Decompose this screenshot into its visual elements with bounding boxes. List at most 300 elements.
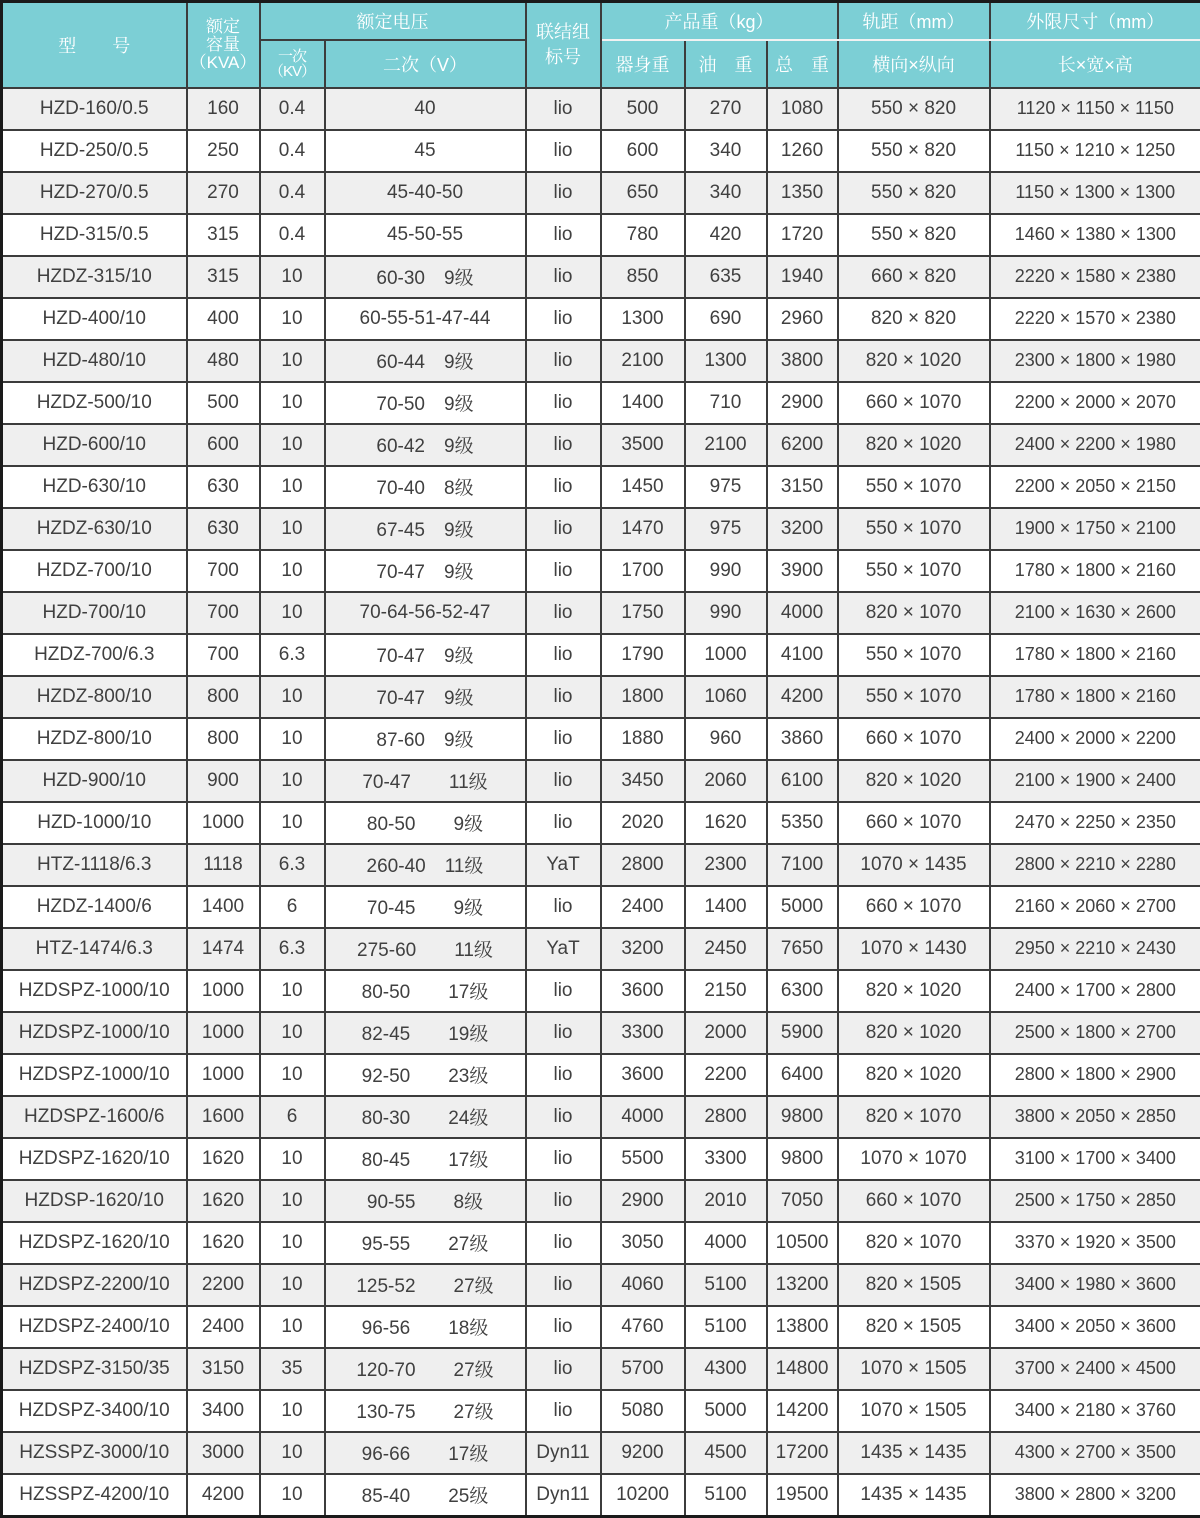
cell-secondary-voltage: 92-50 23级 [325, 1054, 526, 1096]
cell-model: HZDSPZ-1620/10 [2, 1138, 187, 1180]
cell-primary-voltage: 10 [260, 466, 325, 508]
header-oil-weight: 油 重 [685, 40, 767, 88]
cell-oil-weight: 420 [685, 214, 767, 256]
cell-secondary-voltage: 125-52 27级 [325, 1264, 526, 1306]
cell-body-weight: 3450 [601, 760, 685, 802]
cell-model: HZDZ-500/10 [2, 382, 187, 424]
cell-model: HZDZ-800/10 [2, 676, 187, 718]
cell-total-weight: 7050 [767, 1180, 838, 1222]
cell-connection: lio [526, 1096, 601, 1138]
cell-secondary-voltage: 120-70 27级 [325, 1348, 526, 1390]
cell-primary-voltage: 10 [260, 970, 325, 1012]
cell-oil-weight: 2200 [685, 1054, 767, 1096]
cell-oil-weight: 5100 [685, 1306, 767, 1348]
cell-capacity: 1000 [187, 1012, 260, 1054]
cell-model: HZDSPZ-1000/10 [2, 1054, 187, 1096]
cell-oil-weight: 340 [685, 130, 767, 172]
cell-dimensions: 2400 × 2200 × 1980 [990, 424, 1200, 466]
cell-rail-gauge: 820 × 1070 [838, 1222, 990, 1264]
cell-oil-weight: 2450 [685, 928, 767, 970]
cell-model: HZD-630/10 [2, 466, 187, 508]
header-total-weight: 总 重 [767, 40, 838, 88]
cell-capacity: 3000 [187, 1432, 260, 1474]
cell-rail-gauge: 550 × 1070 [838, 634, 990, 676]
cell-total-weight: 17200 [767, 1432, 838, 1474]
cell-primary-voltage: 0.4 [260, 172, 325, 214]
cell-dimensions: 2800 × 2210 × 2280 [990, 844, 1200, 886]
cell-dimensions: 3400 × 1980 × 3600 [990, 1264, 1200, 1306]
cell-oil-weight: 710 [685, 382, 767, 424]
cell-body-weight: 1790 [601, 634, 685, 676]
cell-capacity: 250 [187, 130, 260, 172]
cell-model: HZDSPZ-2200/10 [2, 1264, 187, 1306]
cell-primary-voltage: 10 [260, 382, 325, 424]
cell-capacity: 160 [187, 88, 260, 130]
cell-secondary-voltage: 70-45 9级 [325, 886, 526, 928]
cell-primary-voltage: 10 [260, 1390, 325, 1432]
cell-capacity: 2400 [187, 1306, 260, 1348]
cell-primary-voltage: 10 [260, 592, 325, 634]
cell-capacity: 315 [187, 256, 260, 298]
header-rail-gauge-group: 轨距（mm） [838, 2, 990, 40]
table-row [2, 424, 1200, 466]
cell-oil-weight: 1300 [685, 340, 767, 382]
cell-dimensions: 2220 × 1570 × 2380 [990, 298, 1200, 340]
cell-capacity: 3150 [187, 1348, 260, 1390]
cell-secondary-voltage: 80-30 24级 [325, 1096, 526, 1138]
cell-total-weight: 5350 [767, 802, 838, 844]
cell-connection: lio [526, 256, 601, 298]
cell-secondary-voltage: 80-50 17级 [325, 970, 526, 1012]
cell-connection: YaT [526, 928, 601, 970]
cell-oil-weight: 5100 [685, 1474, 767, 1517]
cell-connection: lio [526, 760, 601, 802]
header-primary-voltage [260, 40, 325, 88]
cell-secondary-voltage: 45-40-50 [325, 172, 526, 214]
cell-dimensions: 1780 × 1800 × 2160 [990, 550, 1200, 592]
cell-total-weight: 1260 [767, 130, 838, 172]
cell-oil-weight: 4300 [685, 1348, 767, 1390]
cell-rail-gauge: 550 × 1070 [838, 508, 990, 550]
cell-total-weight: 6400 [767, 1054, 838, 1096]
cell-capacity: 1600 [187, 1096, 260, 1138]
cell-total-weight: 5900 [767, 1012, 838, 1054]
cell-connection: lio [526, 634, 601, 676]
table-row [2, 214, 1200, 256]
cell-model: HZDSPZ-3400/10 [2, 1390, 187, 1432]
cell-rail-gauge: 820 × 1020 [838, 760, 990, 802]
cell-model: HZDZ-700/10 [2, 550, 187, 592]
cell-body-weight: 2800 [601, 844, 685, 886]
header-secondary-voltage: 二次（V） [325, 40, 526, 88]
cell-oil-weight: 690 [685, 298, 767, 340]
cell-model: HZDZ-630/10 [2, 508, 187, 550]
cell-capacity: 630 [187, 466, 260, 508]
table-row [2, 466, 1200, 508]
cell-total-weight: 4100 [767, 634, 838, 676]
cell-connection: lio [526, 382, 601, 424]
cell-rail-gauge: 660 × 1070 [838, 1180, 990, 1222]
cell-capacity: 700 [187, 550, 260, 592]
cell-oil-weight: 1000 [685, 634, 767, 676]
cell-rail-gauge: 1070 × 1070 [838, 1138, 990, 1180]
table-row [2, 298, 1200, 340]
cell-oil-weight: 1060 [685, 676, 767, 718]
cell-oil-weight: 340 [685, 172, 767, 214]
cell-rail-gauge: 1070 × 1505 [838, 1390, 990, 1432]
cell-capacity: 630 [187, 508, 260, 550]
cell-dimensions: 1150 × 1210 × 1250 [990, 130, 1200, 172]
cell-primary-voltage: 10 [260, 1264, 325, 1306]
table-row [2, 1222, 1200, 1264]
cell-body-weight: 4000 [601, 1096, 685, 1138]
cell-capacity: 400 [187, 298, 260, 340]
cell-body-weight: 5700 [601, 1348, 685, 1390]
cell-rail-gauge: 550 × 820 [838, 130, 990, 172]
header-primary-line2: （KV） [261, 64, 324, 79]
cell-body-weight: 3200 [601, 928, 685, 970]
cell-primary-voltage: 10 [260, 550, 325, 592]
cell-connection: lio [526, 1012, 601, 1054]
header-outline-dims-group: 外限尺寸（mm） [990, 2, 1200, 40]
cell-secondary-voltage: 70-47 9级 [325, 550, 526, 592]
cell-connection: lio [526, 1138, 601, 1180]
header-body-weight: 器身重 [601, 40, 685, 88]
cell-total-weight: 10500 [767, 1222, 838, 1264]
cell-rail-gauge: 820 × 1020 [838, 340, 990, 382]
cell-dimensions: 3800 × 2050 × 2850 [990, 1096, 1200, 1138]
cell-capacity: 1620 [187, 1222, 260, 1264]
cell-total-weight: 2900 [767, 382, 838, 424]
cell-dimensions: 1150 × 1300 × 1300 [990, 172, 1200, 214]
cell-primary-voltage: 10 [260, 1012, 325, 1054]
cell-secondary-voltage: 60-44 9级 [325, 340, 526, 382]
cell-oil-weight: 2000 [685, 1012, 767, 1054]
header-connection-line1: 联结组 [529, 20, 598, 44]
cell-oil-weight: 4500 [685, 1432, 767, 1474]
cell-primary-voltage: 10 [260, 1054, 325, 1096]
cell-body-weight: 500 [601, 88, 685, 130]
table-row [2, 508, 1200, 550]
cell-body-weight: 1470 [601, 508, 685, 550]
cell-oil-weight: 635 [685, 256, 767, 298]
cell-capacity: 800 [187, 676, 260, 718]
cell-model: HZD-900/10 [2, 760, 187, 802]
cell-capacity: 700 [187, 592, 260, 634]
cell-capacity: 1620 [187, 1180, 260, 1222]
cell-oil-weight: 2010 [685, 1180, 767, 1222]
cell-dimensions: 2500 × 1800 × 2700 [990, 1012, 1200, 1054]
table-row [2, 886, 1200, 928]
cell-primary-voltage: 6.3 [260, 928, 325, 970]
cell-model: HZDSPZ-1620/10 [2, 1222, 187, 1264]
table-row [2, 844, 1200, 886]
cell-dimensions: 1780 × 1800 × 2160 [990, 634, 1200, 676]
cell-rail-gauge: 820 × 1020 [838, 1054, 990, 1096]
cell-total-weight: 1350 [767, 172, 838, 214]
cell-body-weight: 780 [601, 214, 685, 256]
cell-primary-voltage: 0.4 [260, 130, 325, 172]
cell-dimensions: 3800 × 2800 × 3200 [990, 1474, 1200, 1517]
table-row [2, 928, 1200, 970]
cell-total-weight: 6300 [767, 970, 838, 1012]
cell-body-weight: 1800 [601, 676, 685, 718]
header-dims-sub: 长×宽×高 [990, 40, 1200, 88]
cell-secondary-voltage: 45 [325, 130, 526, 172]
cell-primary-voltage: 10 [260, 1222, 325, 1264]
table-row [2, 1012, 1200, 1054]
cell-primary-voltage: 10 [260, 760, 325, 802]
cell-total-weight: 1720 [767, 214, 838, 256]
header-rated-capacity-line2: 容量 [190, 36, 257, 54]
cell-primary-voltage: 10 [260, 298, 325, 340]
cell-primary-voltage: 10 [260, 802, 325, 844]
table-row [2, 718, 1200, 760]
cell-connection: lio [526, 1264, 601, 1306]
cell-rail-gauge: 1435 × 1435 [838, 1474, 990, 1517]
cell-secondary-voltage: 85-40 25级 [325, 1474, 526, 1517]
cell-primary-voltage: 10 [260, 340, 325, 382]
cell-secondary-voltage: 60-30 9级 [325, 256, 526, 298]
cell-oil-weight: 2800 [685, 1096, 767, 1138]
cell-secondary-voltage: 70-47 9级 [325, 676, 526, 718]
header-rated-capacity-line1: 额定 [190, 18, 257, 36]
cell-capacity: 1000 [187, 970, 260, 1012]
cell-primary-voltage: 0.4 [260, 214, 325, 256]
header-gauge-sub: 横向×纵向 [838, 40, 990, 88]
cell-dimensions: 2400 × 2000 × 2200 [990, 718, 1200, 760]
table-row [2, 382, 1200, 424]
cell-rail-gauge: 1070 × 1430 [838, 928, 990, 970]
table-row [2, 88, 1200, 130]
table-row [2, 634, 1200, 676]
cell-model: HZD-315/0.5 [2, 214, 187, 256]
header-connection-group [526, 2, 601, 88]
cell-rail-gauge: 660 × 1070 [838, 802, 990, 844]
cell-body-weight: 650 [601, 172, 685, 214]
cell-oil-weight: 2150 [685, 970, 767, 1012]
table-row [2, 130, 1200, 172]
cell-dimensions: 2500 × 1750 × 2850 [990, 1180, 1200, 1222]
cell-primary-voltage: 10 [260, 718, 325, 760]
cell-secondary-voltage: 60-42 9级 [325, 424, 526, 466]
cell-primary-voltage: 35 [260, 1348, 325, 1390]
cell-primary-voltage: 10 [260, 256, 325, 298]
cell-rail-gauge: 1435 × 1435 [838, 1432, 990, 1474]
cell-oil-weight: 5000 [685, 1390, 767, 1432]
cell-model: HZDZ-700/6.3 [2, 634, 187, 676]
cell-body-weight: 5500 [601, 1138, 685, 1180]
cell-dimensions: 3400 × 2180 × 3760 [990, 1390, 1200, 1432]
cell-capacity: 900 [187, 760, 260, 802]
cell-oil-weight: 4000 [685, 1222, 767, 1264]
cell-oil-weight: 975 [685, 466, 767, 508]
cell-dimensions: 1900 × 1750 × 2100 [990, 508, 1200, 550]
cell-body-weight: 5080 [601, 1390, 685, 1432]
cell-secondary-voltage: 87-60 9级 [325, 718, 526, 760]
cell-connection: lio [526, 802, 601, 844]
cell-dimensions: 2950 × 2210 × 2430 [990, 928, 1200, 970]
cell-body-weight: 4760 [601, 1306, 685, 1348]
table-row [2, 550, 1200, 592]
cell-dimensions: 2800 × 1800 × 2900 [990, 1054, 1200, 1096]
cell-total-weight: 2960 [767, 298, 838, 340]
cell-capacity: 1000 [187, 802, 260, 844]
cell-secondary-voltage: 82-45 19级 [325, 1012, 526, 1054]
cell-connection: lio [526, 508, 601, 550]
cell-total-weight: 3800 [767, 340, 838, 382]
cell-connection: lio [526, 466, 601, 508]
cell-secondary-voltage: 80-45 17级 [325, 1138, 526, 1180]
cell-primary-voltage: 10 [260, 1432, 325, 1474]
cell-model: HZD-600/10 [2, 424, 187, 466]
cell-model: HZSSPZ-4200/10 [2, 1474, 187, 1517]
cell-dimensions: 2160 × 2060 × 2700 [990, 886, 1200, 928]
cell-model: HZDZ-800/10 [2, 718, 187, 760]
cell-secondary-voltage: 45-50-55 [325, 214, 526, 256]
header-rated-voltage-group: 额定电压 [260, 2, 526, 40]
cell-capacity: 480 [187, 340, 260, 382]
cell-secondary-voltage: 67-45 9级 [325, 508, 526, 550]
cell-oil-weight: 2060 [685, 760, 767, 802]
cell-body-weight: 3050 [601, 1222, 685, 1264]
cell-model: HZDZ-315/10 [2, 256, 187, 298]
cell-oil-weight: 5100 [685, 1264, 767, 1306]
cell-primary-voltage: 6 [260, 1096, 325, 1138]
cell-secondary-voltage: 95-55 27级 [325, 1222, 526, 1264]
cell-body-weight: 3600 [601, 1054, 685, 1096]
cell-primary-voltage: 6 [260, 886, 325, 928]
cell-connection: lio [526, 298, 601, 340]
cell-body-weight: 2400 [601, 886, 685, 928]
table-row [2, 256, 1200, 298]
cell-secondary-voltage: 80-50 9级 [325, 802, 526, 844]
cell-capacity: 270 [187, 172, 260, 214]
header-primary-line1: 一次 [261, 49, 324, 64]
cell-total-weight: 1080 [767, 88, 838, 130]
cell-rail-gauge: 550 × 820 [838, 172, 990, 214]
header-product-weight-group: 产品重（kg） [601, 2, 838, 40]
cell-rail-gauge: 550 × 820 [838, 214, 990, 256]
cell-model: HZDSP-1620/10 [2, 1180, 187, 1222]
cell-capacity: 4200 [187, 1474, 260, 1517]
cell-connection: lio [526, 172, 601, 214]
table-row [2, 1138, 1200, 1180]
cell-oil-weight: 975 [685, 508, 767, 550]
cell-oil-weight: 990 [685, 592, 767, 634]
cell-model: HZSSPZ-3000/10 [2, 1432, 187, 1474]
cell-connection: lio [526, 1390, 601, 1432]
cell-model: HZD-250/0.5 [2, 130, 187, 172]
cell-total-weight: 13200 [767, 1264, 838, 1306]
cell-connection: lio [526, 550, 601, 592]
cell-total-weight: 6200 [767, 424, 838, 466]
cell-model: HZDSPZ-2400/10 [2, 1306, 187, 1348]
cell-body-weight: 850 [601, 256, 685, 298]
cell-model: HTZ-1474/6.3 [2, 928, 187, 970]
header-model: 型 号 [2, 2, 187, 88]
cell-primary-voltage: 6.3 [260, 634, 325, 676]
cell-rail-gauge: 660 × 1070 [838, 886, 990, 928]
cell-body-weight: 2020 [601, 802, 685, 844]
cell-total-weight: 19500 [767, 1474, 838, 1517]
cell-body-weight: 1700 [601, 550, 685, 592]
table-row [2, 970, 1200, 1012]
cell-total-weight: 3150 [767, 466, 838, 508]
cell-body-weight: 3600 [601, 970, 685, 1012]
cell-model: HZD-160/0.5 [2, 88, 187, 130]
cell-secondary-voltage: 70-47 11级 [325, 760, 526, 802]
cell-connection: lio [526, 1222, 601, 1264]
header-rated-capacity-line3: （KVA） [190, 54, 257, 72]
cell-rail-gauge: 820 × 1505 [838, 1264, 990, 1306]
cell-capacity: 1118 [187, 844, 260, 886]
cell-model: HZDSPZ-1000/10 [2, 970, 187, 1012]
cell-rail-gauge: 1070 × 1505 [838, 1348, 990, 1390]
cell-oil-weight: 2100 [685, 424, 767, 466]
cell-capacity: 3400 [187, 1390, 260, 1432]
cell-primary-voltage: 10 [260, 508, 325, 550]
cell-capacity: 1474 [187, 928, 260, 970]
cell-dimensions: 1120 × 1150 × 1150 [990, 88, 1200, 130]
cell-rail-gauge: 550 × 1070 [838, 550, 990, 592]
cell-secondary-voltage: 70-40 8级 [325, 466, 526, 508]
cell-rail-gauge: 820 × 820 [838, 298, 990, 340]
cell-rail-gauge: 820 × 1070 [838, 1096, 990, 1138]
cell-body-weight: 1400 [601, 382, 685, 424]
cell-dimensions: 2300 × 1800 × 1980 [990, 340, 1200, 382]
cell-dimensions: 1460 × 1380 × 1300 [990, 214, 1200, 256]
cell-primary-voltage: 10 [260, 424, 325, 466]
cell-oil-weight: 1620 [685, 802, 767, 844]
cell-secondary-voltage: 275-60 11级 [325, 928, 526, 970]
table-row [2, 1180, 1200, 1222]
cell-capacity: 600 [187, 424, 260, 466]
cell-body-weight: 2900 [601, 1180, 685, 1222]
cell-primary-voltage: 10 [260, 1306, 325, 1348]
cell-rail-gauge: 1070 × 1435 [838, 844, 990, 886]
cell-total-weight: 14200 [767, 1390, 838, 1432]
cell-body-weight: 1450 [601, 466, 685, 508]
cell-capacity: 700 [187, 634, 260, 676]
cell-primary-voltage: 6.3 [260, 844, 325, 886]
cell-dimensions: 2200 × 2050 × 2150 [990, 466, 1200, 508]
table-row [2, 1474, 1200, 1517]
cell-total-weight: 1940 [767, 256, 838, 298]
cell-rail-gauge: 550 × 1070 [838, 676, 990, 718]
table-row [2, 1096, 1200, 1138]
cell-capacity: 1400 [187, 886, 260, 928]
cell-total-weight: 3900 [767, 550, 838, 592]
cell-total-weight: 4200 [767, 676, 838, 718]
cell-total-weight: 3200 [767, 508, 838, 550]
cell-capacity: 1000 [187, 1054, 260, 1096]
cell-dimensions: 3100 × 1700 × 3400 [990, 1138, 1200, 1180]
cell-secondary-voltage: 260-40 11级 [325, 844, 526, 886]
cell-total-weight: 4000 [767, 592, 838, 634]
cell-connection: lio [526, 970, 601, 1012]
cell-dimensions: 3370 × 1920 × 3500 [990, 1222, 1200, 1264]
cell-rail-gauge: 820 × 1505 [838, 1306, 990, 1348]
cell-rail-gauge: 820 × 1020 [838, 424, 990, 466]
cell-connection: lio [526, 214, 601, 256]
cell-connection: YaT [526, 844, 601, 886]
cell-total-weight: 5000 [767, 886, 838, 928]
cell-dimensions: 2100 × 1630 × 2600 [990, 592, 1200, 634]
table-row [2, 1264, 1200, 1306]
cell-body-weight: 2100 [601, 340, 685, 382]
cell-connection: lio [526, 424, 601, 466]
